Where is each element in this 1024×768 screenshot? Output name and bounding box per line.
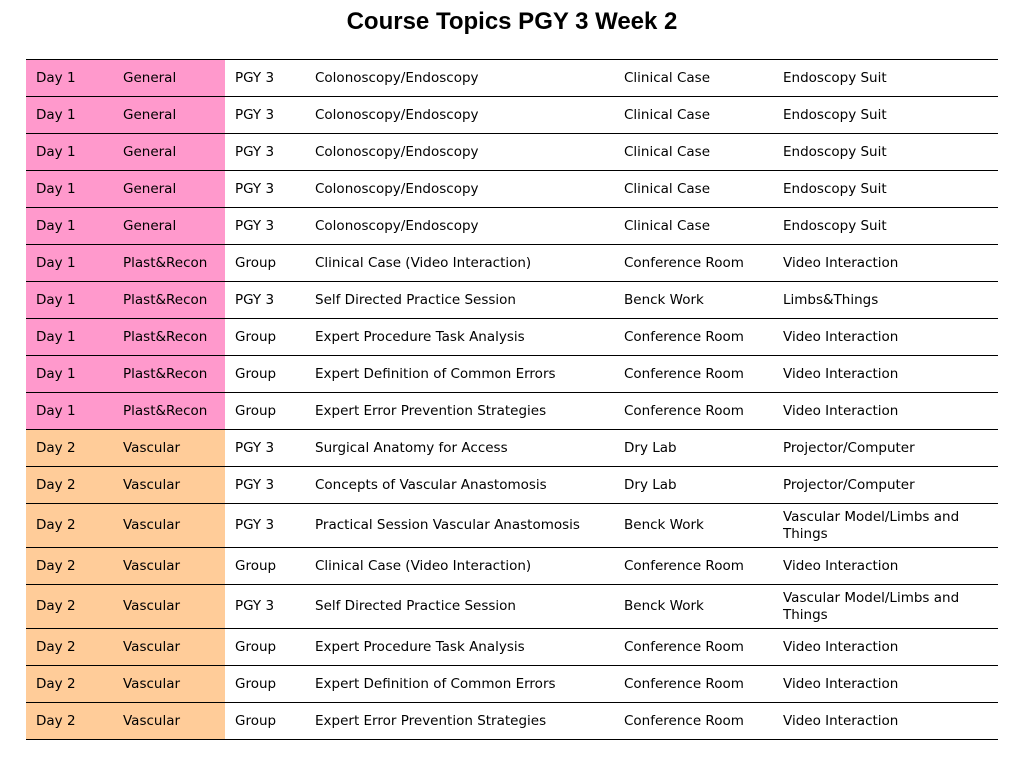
audience-cell: Group bbox=[235, 365, 277, 382]
topic-cell: Vascular bbox=[113, 467, 225, 504]
topic-cell: General bbox=[113, 208, 225, 245]
day-cell: Day 1 bbox=[26, 282, 113, 319]
day-cell: Day 2 bbox=[26, 703, 113, 740]
resource-cell: Projector/Computer bbox=[783, 476, 915, 493]
day-cell: Day 1 bbox=[26, 356, 113, 393]
table-row bbox=[26, 703, 998, 740]
session-cell: Colonoscopy/Endoscopy bbox=[315, 106, 479, 123]
day-cell: Day 2 bbox=[26, 629, 113, 666]
topic-cell: Vascular bbox=[113, 548, 225, 585]
location-cell: Conference Room bbox=[624, 712, 744, 729]
session-cell: Practical Session Vascular Anastomosis bbox=[315, 517, 580, 533]
session-cell: Concepts of Vascular Anastomosis bbox=[315, 476, 547, 493]
session-cell: Expert Procedure Task Analysis bbox=[315, 638, 525, 655]
day-cell: Day 1 bbox=[26, 319, 113, 356]
session-cell: Colonoscopy/Endoscopy bbox=[315, 143, 479, 160]
audience-cell: Group bbox=[235, 328, 277, 345]
table-row bbox=[26, 666, 998, 703]
table-row bbox=[26, 504, 998, 548]
table-body bbox=[26, 60, 998, 740]
audience-cell: PGY 3 bbox=[235, 598, 275, 614]
day-cell: Day 2 bbox=[26, 504, 113, 548]
resource-cell: Video Interaction bbox=[783, 712, 899, 729]
audience-cell: PGY 3 bbox=[235, 106, 275, 123]
resource-cell: Video Interaction bbox=[783, 254, 899, 271]
session-cell: Clinical Case (Video Interaction) bbox=[315, 254, 532, 271]
topic-cell: Vascular bbox=[113, 703, 225, 740]
table-row bbox=[26, 393, 998, 430]
audience-cell: Group bbox=[235, 712, 277, 729]
session-cell: Expert Error Prevention Strategies bbox=[315, 712, 547, 729]
table-row bbox=[26, 585, 998, 629]
resource-cell: Video Interaction bbox=[783, 365, 899, 382]
audience-cell: PGY 3 bbox=[235, 180, 275, 197]
resource-cell: Endoscopy Suit bbox=[783, 180, 887, 197]
resource-cell: Projector/Computer bbox=[783, 439, 915, 456]
session-cell: Expert Definition of Common Errors bbox=[315, 675, 556, 692]
day-cell: Day 2 bbox=[26, 467, 113, 504]
location-cell: Conference Room bbox=[624, 557, 744, 574]
day-cell: Day 2 bbox=[26, 430, 113, 467]
location-cell: Conference Room bbox=[624, 254, 744, 271]
topic-cell: Plast&Recon bbox=[113, 393, 225, 430]
audience-cell: Group bbox=[235, 402, 277, 419]
table-row bbox=[26, 245, 998, 282]
location-cell: Clinical Case bbox=[624, 143, 711, 160]
location-cell: Conference Room bbox=[624, 638, 744, 655]
session-cell: Clinical Case (Video Interaction) bbox=[315, 557, 532, 574]
day-cell: Day 1 bbox=[26, 60, 113, 97]
table-row bbox=[26, 134, 998, 171]
resource-cell: Endoscopy Suit bbox=[783, 143, 887, 160]
location-cell: Benck Work bbox=[624, 517, 704, 533]
audience-cell: Group bbox=[235, 638, 277, 655]
table-row bbox=[26, 60, 998, 97]
session-cell: Expert Error Prevention Strategies bbox=[315, 402, 547, 419]
location-cell: Clinical Case bbox=[624, 69, 711, 86]
audience-cell: PGY 3 bbox=[235, 291, 275, 308]
resource-cell: Vascular Model/Limbs and Things bbox=[783, 508, 960, 542]
table-row bbox=[26, 629, 998, 666]
topic-cell: Plast&Recon bbox=[113, 319, 225, 356]
table-row bbox=[26, 356, 998, 393]
location-cell: Conference Room bbox=[624, 365, 744, 382]
table-row bbox=[26, 208, 998, 245]
audience-cell: Group bbox=[235, 675, 277, 692]
topic-cell: Plast&Recon bbox=[113, 282, 225, 319]
session-cell: Colonoscopy/Endoscopy bbox=[315, 180, 479, 197]
topic-cell: Vascular bbox=[113, 629, 225, 666]
location-cell: Conference Room bbox=[624, 675, 744, 692]
day-cell: Day 1 bbox=[26, 97, 113, 134]
day-cell: Day 1 bbox=[26, 171, 113, 208]
topic-cell: Plast&Recon bbox=[113, 356, 225, 393]
topic-cell: General bbox=[113, 60, 225, 97]
location-cell: Clinical Case bbox=[624, 217, 711, 234]
topic-cell: Plast&Recon bbox=[113, 245, 225, 282]
table-row bbox=[26, 282, 998, 319]
topic-cell: General bbox=[113, 97, 225, 134]
location-cell: Conference Room bbox=[624, 328, 744, 345]
session-cell: Surgical Anatomy for Access bbox=[315, 439, 508, 456]
audience-cell: Group bbox=[235, 557, 277, 574]
audience-cell: PGY 3 bbox=[235, 476, 275, 493]
day-cell: Day 1 bbox=[26, 134, 113, 171]
day-cell: Day 1 bbox=[26, 393, 113, 430]
table-row bbox=[26, 319, 998, 356]
topic-cell: Vascular bbox=[113, 430, 225, 467]
session-cell: Expert Definition of Common Errors bbox=[315, 365, 556, 382]
day-cell: Day 1 bbox=[26, 208, 113, 245]
topic-cell: Vascular bbox=[113, 504, 225, 548]
location-cell: Clinical Case bbox=[624, 106, 711, 123]
table-row bbox=[26, 171, 998, 208]
session-cell: Expert Procedure Task Analysis bbox=[315, 328, 525, 345]
resource-cell: Limbs&Things bbox=[783, 291, 879, 308]
resource-cell: Video Interaction bbox=[783, 402, 899, 419]
session-cell: Colonoscopy/Endoscopy bbox=[315, 69, 479, 86]
day-cell: Day 1 bbox=[26, 245, 113, 282]
day-cell: Day 2 bbox=[26, 585, 113, 629]
resource-cell: Vascular Model/Limbs and Things bbox=[783, 589, 960, 623]
resource-cell: Endoscopy Suit bbox=[783, 69, 887, 86]
audience-cell: Group bbox=[235, 254, 277, 271]
table-row bbox=[26, 430, 998, 467]
day-cell: Day 2 bbox=[26, 666, 113, 703]
location-cell: Clinical Case bbox=[624, 180, 711, 197]
day-cell: Day 2 bbox=[26, 548, 113, 585]
resource-cell: Video Interaction bbox=[783, 638, 899, 655]
topic-cell: Vascular bbox=[113, 666, 225, 703]
location-cell: Dry Lab bbox=[624, 439, 677, 456]
location-cell: Dry Lab bbox=[624, 476, 677, 493]
course-topics-table bbox=[26, 59, 998, 740]
page-title: Course Topics PGY 3 Week 2 bbox=[346, 8, 678, 35]
audience-cell: PGY 3 bbox=[235, 439, 275, 456]
session-cell: Self Directed Practice Session bbox=[315, 598, 516, 614]
table-row bbox=[26, 467, 998, 504]
topic-cell: General bbox=[113, 134, 225, 171]
location-cell: Benck Work bbox=[624, 598, 704, 614]
resource-cell: Endoscopy Suit bbox=[783, 217, 887, 234]
topic-cell: Vascular bbox=[113, 585, 225, 629]
resource-cell: Endoscopy Suit bbox=[783, 106, 887, 123]
resource-cell: Video Interaction bbox=[783, 557, 899, 574]
audience-cell: PGY 3 bbox=[235, 217, 275, 234]
session-cell: Colonoscopy/Endoscopy bbox=[315, 217, 479, 234]
resource-cell: Video Interaction bbox=[783, 675, 899, 692]
topic-cell: General bbox=[113, 171, 225, 208]
table-row bbox=[26, 97, 998, 134]
location-cell: Benck Work bbox=[624, 291, 704, 308]
resource-cell: Video Interaction bbox=[783, 328, 899, 345]
table-row bbox=[26, 548, 998, 585]
audience-cell: PGY 3 bbox=[235, 517, 275, 533]
audience-cell: PGY 3 bbox=[235, 143, 275, 160]
location-cell: Conference Room bbox=[624, 402, 744, 419]
audience-cell: PGY 3 bbox=[235, 69, 275, 86]
session-cell: Self Directed Practice Session bbox=[315, 291, 516, 308]
